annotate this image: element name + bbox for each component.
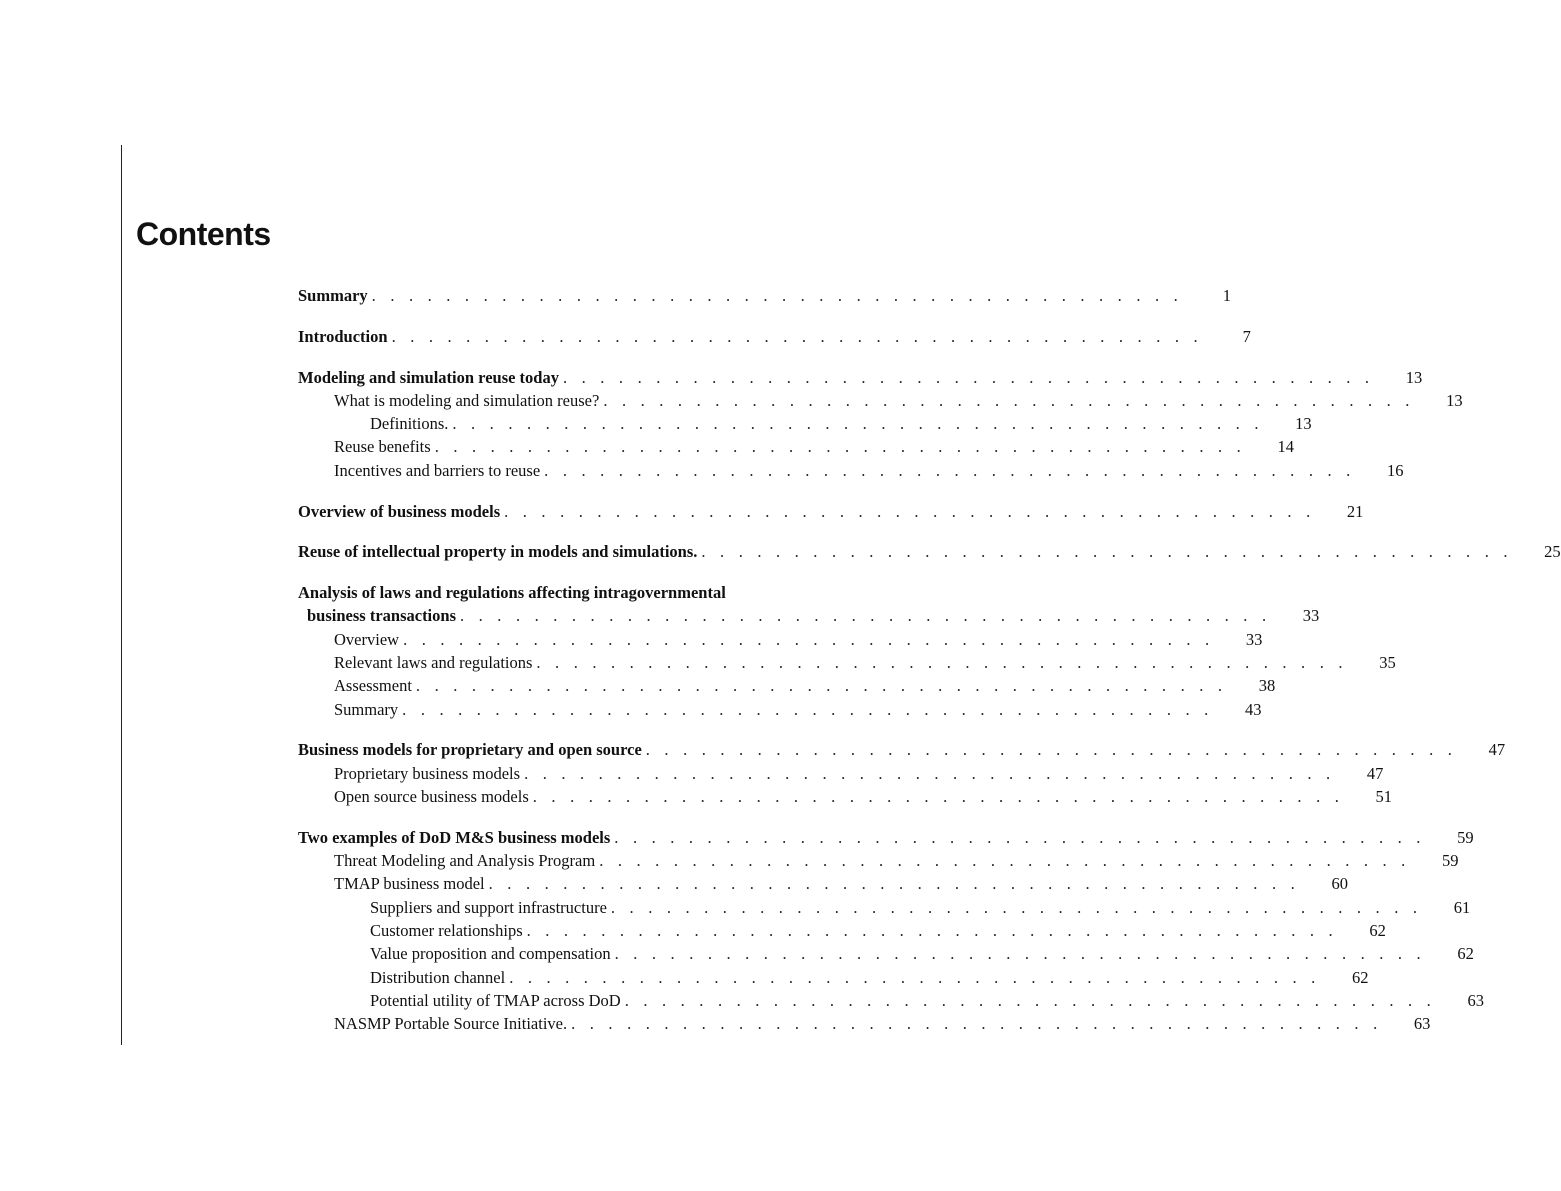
toc-entry-page: 13 bbox=[1405, 367, 1423, 387]
dot-leader: . . . . . . . . . . . . . . . . . . . . . . . . . . . . . . . . . . . . . . . . . . . . bbox=[571, 1014, 1383, 1034]
dot-leader: . . . . . . . . . . . . . . . . . . . . . . . . . . . . . . . . . . . . . . . . . . . . bbox=[610, 897, 1423, 917]
toc-entry-page: 60 bbox=[1331, 874, 1348, 894]
toc-entry[interactable] bbox=[298, 540, 1561, 563]
toc-subentry[interactable] bbox=[298, 651, 1396, 674]
dot-leader: . . . . . . . . . . . . . . . . . . . . . . . . . . . . . . . . . . . . . . . . . . . . bbox=[452, 414, 1264, 434]
dot-leader: . . . . . . . . . . . . . . . . . . . . . . . . . . . . . . . . . . . . . . . . . . . . bbox=[624, 990, 1436, 1010]
toc-entry-page: 62 bbox=[1457, 944, 1474, 964]
dot-leader: . . . . . . . . . . . . . . . . . . . . . . . . . . . . . . . . . . . . . . . . . . . . bbox=[371, 286, 1183, 305]
toc-entry-label: Definitions. bbox=[370, 414, 449, 434]
toc-entry-page: 13 bbox=[1295, 414, 1312, 434]
toc-subentry[interactable] bbox=[298, 389, 1463, 412]
toc-entry-page: 43 bbox=[1244, 699, 1262, 719]
toc-entry-label: Open source business models bbox=[334, 787, 529, 807]
toc-entry-page: 62 bbox=[1369, 921, 1386, 941]
toc-subentry[interactable] bbox=[298, 872, 1348, 895]
toc-subentry[interactable] bbox=[298, 849, 1459, 872]
dot-leader: . . . . . . . . . . . . . . . . . . . . . . . . . . . . . . . . . . . . . . . . . . . . bbox=[544, 460, 1356, 480]
toc-subentry[interactable] bbox=[298, 785, 1393, 808]
toc-entry-page: 33 bbox=[1245, 629, 1263, 649]
dot-leader: . . . . . . . . . . . . . . . . . . . . . . . . . . . . . . . . . . . . . . . . . . . . bbox=[614, 827, 1426, 847]
toc-entry-heading-line[interactable]: Analysis of laws and regulations affecting intragovernmental bbox=[298, 583, 726, 603]
table-of-contents bbox=[298, 284, 1561, 1036]
toc-entry-page: 51 bbox=[1375, 787, 1393, 807]
page-title: Contents bbox=[136, 216, 271, 252]
toc-entry-page: 47 bbox=[1488, 740, 1506, 760]
toc-entry-label: Modeling and simulation reuse today bbox=[298, 367, 559, 387]
toc-entry-page: 13 bbox=[1446, 390, 1463, 410]
dot-leader: . . . . . . . . . . . . . . . . . . . . . . . . . . . . . . . . . . . . . . . . . . . . bbox=[603, 390, 1415, 410]
toc-entry-page: 16 bbox=[1386, 460, 1404, 480]
margin-rule bbox=[121, 145, 122, 1045]
toc-entry-page: 59 bbox=[1457, 827, 1474, 847]
toc-entry-page: 47 bbox=[1366, 763, 1384, 783]
toc-entry[interactable] bbox=[298, 738, 1506, 761]
toc-entry[interactable] bbox=[298, 500, 1364, 523]
toc-subentry[interactable] bbox=[298, 1012, 1431, 1035]
toc-entry-label: TMAP business model bbox=[334, 874, 485, 894]
toc-entry-label: What is modeling and simulation reuse? bbox=[334, 390, 600, 410]
toc-entry-label: Introduction bbox=[298, 326, 388, 346]
toc-entry-page: 35 bbox=[1379, 653, 1396, 673]
toc-entry-label: Reuse benefits bbox=[334, 437, 431, 457]
toc-subsubentry[interactable] bbox=[298, 919, 1386, 942]
dot-leader: . . . . . . . . . . . . . . . . . . . . . . . . . . . . . . . . . . . . . . . . . . . . bbox=[562, 367, 1375, 387]
toc-entry-page: 63 bbox=[1413, 1014, 1431, 1034]
toc-subentry[interactable] bbox=[298, 674, 1276, 697]
dot-leader: . . . . . . . . . . . . . . . . . . . . . . . . . . . . . . . . . . . . . . . . . . . . bbox=[509, 967, 1321, 987]
dot-leader: . . . . . . . . . . . . . . . . . . . . . . . . . . . . . . . . . . . . . . . . . . . . bbox=[599, 851, 1411, 871]
toc-subsubentry[interactable] bbox=[298, 412, 1312, 435]
dot-leader: . . . . . . . . . . . . . . . . . . . . . . . . . . . . . . . . . . . . . . . . . . . . bbox=[645, 740, 1458, 760]
toc-subentry[interactable] bbox=[298, 459, 1404, 482]
toc-entry-continuation[interactable] bbox=[298, 604, 1320, 627]
toc-entry-label: Relevant laws and regulations bbox=[334, 653, 533, 673]
toc-subsubentry[interactable] bbox=[298, 989, 1484, 1012]
dot-leader: . . . . . . . . . . . . . . . . . . . . . . . . . . . . . . . . . . . . . . . . . . . . bbox=[532, 787, 1345, 807]
toc-entry-page: 38 bbox=[1258, 676, 1276, 696]
toc-entry-label: Overview bbox=[334, 629, 400, 649]
toc-subentry[interactable] bbox=[298, 435, 1294, 458]
toc-entry-page: 7 bbox=[1242, 326, 1251, 346]
toc-subentry[interactable] bbox=[298, 628, 1263, 651]
toc-entry-page: 1 bbox=[1222, 286, 1231, 305]
dot-leader: . . . . . . . . . . . . . . . . . . . . . . . . . . . . . . . . . . . . . . . . . . . . bbox=[403, 629, 1215, 649]
toc-entry-page: 21 bbox=[1346, 501, 1364, 521]
dot-leader: . . . . . . . . . . . . . . . . . . . . . . . . . . . . . . . . . . . . . . . . . . . . bbox=[402, 699, 1214, 719]
toc-entry-label: Incentives and barriers to reuse bbox=[334, 460, 541, 480]
toc-subentry[interactable] bbox=[298, 698, 1262, 721]
toc-entry-label: Assessment bbox=[334, 676, 412, 696]
dot-leader: . . . . . . . . . . . . . . . . . . . . . . . . . . . . . . . . . . . . . . . . . . . . bbox=[488, 874, 1300, 894]
toc-entry[interactable] bbox=[298, 325, 1251, 348]
toc-subentry[interactable] bbox=[298, 762, 1384, 785]
toc-entry-label: Value proposition and compensation bbox=[370, 944, 611, 964]
dot-leader: . . . . . . . . . . . . . . . . . . . . . . . . . . . . . . . . . . . . . . . . . . . . bbox=[614, 944, 1426, 964]
toc-subsubentry[interactable] bbox=[298, 942, 1474, 965]
toc-entry[interactable] bbox=[298, 826, 1474, 849]
toc-entry-label: Threat Modeling and Analysis Program bbox=[334, 851, 596, 871]
toc-entry-label: Two examples of DoD M&S business models bbox=[298, 827, 611, 847]
toc-entry-label: Overview of business models bbox=[298, 501, 501, 521]
toc-subsubentry[interactable] bbox=[298, 896, 1471, 919]
toc-entry[interactable] bbox=[298, 366, 1423, 389]
toc-entry-label: Potential utility of TMAP across DoD bbox=[370, 990, 621, 1010]
toc-entry-label: Business models for proprietary and open source bbox=[298, 740, 642, 760]
toc-entry-page: 63 bbox=[1467, 990, 1484, 1010]
toc-entry-label: Reuse of intellectual property in models and simulations. bbox=[298, 542, 698, 562]
toc-entry-page: 25 bbox=[1544, 542, 1561, 562]
dot-leader: . . . . . . . . . . . . . . . . . . . . . . . . . . . . . . . . . . . . . . . . . . . . bbox=[536, 653, 1348, 673]
toc-entry-label: Summary bbox=[298, 286, 368, 305]
dot-leader: . . . . . . . . . . . . . . . . . . . . . . . . . . . . . . . . . . . . . . . . . . . . bbox=[391, 326, 1203, 346]
dot-leader: . . . . . . . . . . . . . . . . . . . . . . . . . . . . . . . . . . . . . . . . . . . . bbox=[526, 921, 1338, 941]
toc-entry-label: Customer relationships bbox=[370, 921, 523, 941]
toc-entry-label: Proprietary business models bbox=[334, 763, 521, 783]
toc-entry-label: business transactions bbox=[307, 606, 456, 626]
toc-entry-page: 61 bbox=[1453, 897, 1471, 917]
dot-leader: . . . . . . . . . . . . . . . . . . . . . . . . . . . . . . . . . . . . . . . . . . . . bbox=[504, 501, 1316, 521]
toc-entry-page: 59 bbox=[1442, 851, 1459, 871]
dot-leader: . . . . . . . . . . . . . . . . . . . . . . . . . . . . . . . . . . . . . . . . . . . . bbox=[434, 437, 1246, 457]
dot-leader: . . . . . . . . . . . . . . . . . . . . . . . . . . . . . . . . . . . . . . . . . . . . bbox=[415, 676, 1228, 696]
toc-entry[interactable] bbox=[298, 284, 1231, 307]
dot-leader: . . . . . . . . . . . . . . . . . . . . . . . . . . . . . . . . . . . . . . . . . . . . bbox=[701, 542, 1513, 562]
toc-entry-page: 62 bbox=[1351, 967, 1369, 987]
dot-leader: . . . . . . . . . . . . . . . . . . . . . . . . . . . . . . . . . . . . . . . . . . . . bbox=[460, 606, 1272, 626]
toc-subsubentry[interactable] bbox=[298, 966, 1369, 989]
toc-entry-label: Distribution channel bbox=[370, 967, 506, 987]
toc-entry-label: Summary bbox=[334, 699, 399, 719]
toc-entry-page: 14 bbox=[1277, 437, 1294, 457]
dot-leader: . . . . . . . . . . . . . . . . . . . . . . . . . . . . . . . . . . . . . . . . . . . . bbox=[524, 763, 1336, 783]
toc-entry-label: Suppliers and support infrastructure bbox=[370, 897, 607, 917]
toc-entry-page: 33 bbox=[1302, 606, 1320, 626]
toc-entry-label: NASMP Portable Source Initiative. bbox=[334, 1014, 568, 1034]
